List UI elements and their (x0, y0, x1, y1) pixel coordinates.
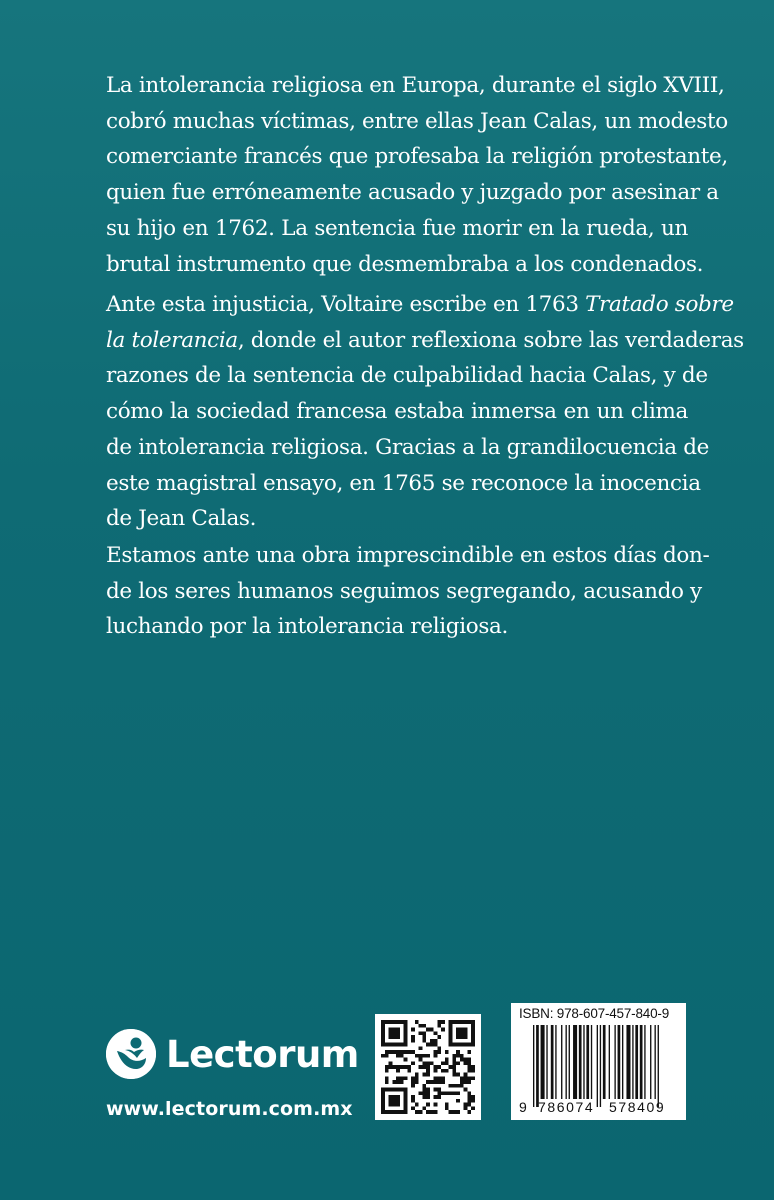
book-title-italic: la tolerancia (106, 327, 238, 353)
text-line: Estamos ante una obra imprescindible en estos días don- (106, 543, 710, 568)
text-line: razones de la sentencia de culpabilidad hacia Calas, y de (106, 363, 708, 389)
text-line: de los seres humanos seguimos segregando, acusando y (106, 578, 702, 604)
barcode-bar (600, 1025, 601, 1107)
qr-finder-square (449, 1020, 475, 1046)
barcode-bar (614, 1025, 615, 1099)
barcode-bar (555, 1025, 556, 1099)
barcode-bar (622, 1025, 623, 1099)
barcode-bar (603, 1025, 606, 1099)
barcode-bar (561, 1025, 562, 1099)
publisher-logo (106, 1026, 359, 1082)
barcode-bar (583, 1025, 584, 1099)
barcode-bar (635, 1025, 638, 1099)
barcode-bar (573, 1025, 577, 1099)
text-line: cobró muchas víctimas, entre ellas Jean Calas, un modesto (106, 108, 728, 134)
synopsis-paragraph-3 (106, 538, 710, 645)
barcode-bar (569, 1025, 570, 1099)
barcode-bar (632, 1025, 633, 1099)
barcode-bar (640, 1025, 643, 1099)
barcode-bar (591, 1025, 592, 1099)
text-line: de Jean Calas. (106, 506, 257, 532)
barcode-digits: 578409 (609, 1099, 666, 1115)
barcode-bar (586, 1025, 589, 1099)
barcode-bar (644, 1025, 645, 1099)
isbn-label: ISBN: 978-607-457-840-9 (519, 1006, 669, 1021)
text-line (106, 287, 734, 323)
qr-finder-square (381, 1088, 407, 1114)
barcode-bar (650, 1025, 651, 1099)
text-line: quien fue erróneamente acusado y juzgado por asesinar a (106, 180, 719, 206)
barcode-bar (533, 1025, 534, 1107)
barcode-bar (626, 1025, 630, 1099)
barcode-bar (609, 1025, 610, 1099)
qr-code (375, 1014, 481, 1120)
barcode-bar (597, 1025, 598, 1107)
text-line (106, 323, 744, 359)
book-title-italic: Tratado sobre (585, 292, 734, 317)
lectorum-reader-icon (106, 1029, 156, 1079)
text-fragment: Ante esta injusticia, Voltaire escribe en 1763 (106, 292, 586, 317)
isbn-barcode (511, 1003, 686, 1120)
text-line: brutal instrumento que desmembraba a los condenados. (106, 251, 704, 277)
text-line: cómo la sociedad francesa estaba inmersa en un clima (106, 399, 688, 425)
barcode-bar (579, 1025, 582, 1099)
text-line: de intolerancia religiosa. Gracias a la grandilocuencia de (106, 434, 710, 460)
qr-finder-square (381, 1020, 407, 1046)
barcode-digits: 786074 (538, 1099, 595, 1115)
synopsis-paragraph-2 (106, 287, 744, 537)
barcode-digit: 9 (519, 1099, 527, 1115)
text-line: este magistral ensayo, en 1765 se reconoce la inocencia (106, 470, 701, 496)
text-fragment: , donde el autor reflexiona sobre las verdaderas (237, 327, 744, 353)
barcode-bar (566, 1025, 567, 1099)
text-line: comerciante francés que profesaba la religión protestante, (106, 144, 728, 170)
publisher-name: Lectorum (166, 1032, 359, 1076)
synopsis (106, 68, 744, 640)
barcode-bar (655, 1025, 656, 1099)
publisher-website[interactable]: www.lectorum.com.mx (106, 1098, 353, 1120)
barcode-bar (618, 1025, 621, 1099)
barcode-bar (551, 1025, 554, 1099)
synopsis-paragraph-1 (106, 68, 728, 282)
text-line: luchando por la intolerancia religiosa. (106, 614, 508, 640)
barcode-bar (541, 1025, 545, 1099)
barcode-bar (536, 1025, 539, 1107)
barcode-bar (658, 1025, 659, 1107)
text-line: su hijo en 1762. La sentencia fue morir en la rueda, un (106, 215, 688, 241)
barcode-bar (546, 1025, 547, 1099)
text-line: La intolerancia religiosa en Europa, durante el siglo XVIII, (106, 73, 725, 98)
